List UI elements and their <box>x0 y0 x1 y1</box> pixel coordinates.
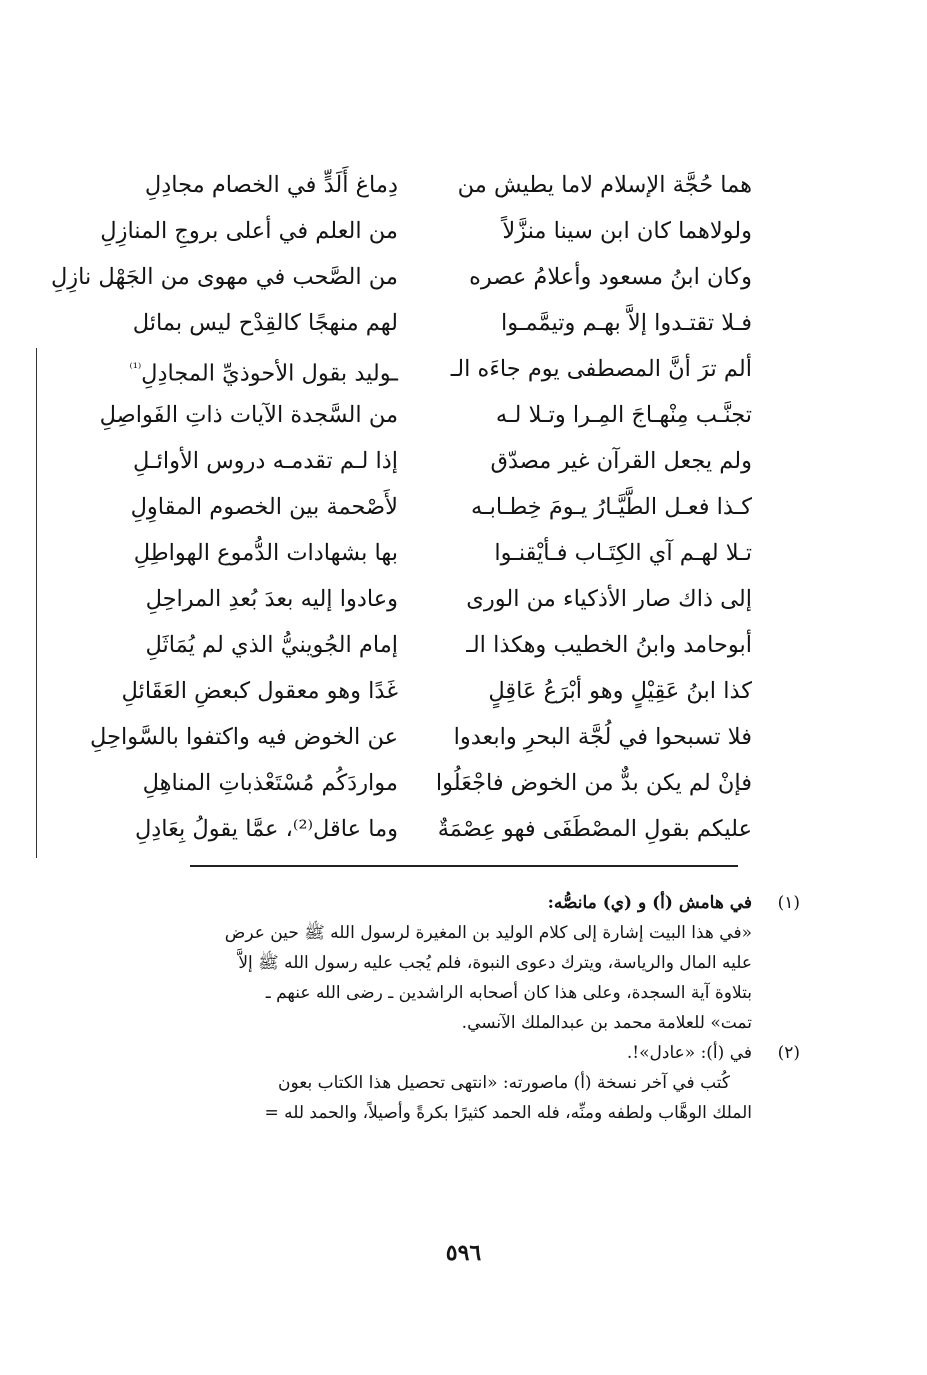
verse-right-hemistich: فإنْ لم يكن بدٌّ من الخوض فاجْعَلُوا <box>435 770 752 796</box>
verse-left-hemistich: لأَصْحمة بين الخصوم المقاوِلِ <box>130 494 398 520</box>
verse-left-hemistich: عن الخوض فيه واكتفوا بالسَّواحِلِ <box>90 724 398 750</box>
verse-row <box>70 484 760 530</box>
verse-row <box>70 392 760 438</box>
verse-row <box>70 622 760 668</box>
footnote-2 <box>92 1038 800 1068</box>
verse-left-hemistich: من السَّجدة الآيات ذاتِ الفَواصِلِ <box>99 402 398 428</box>
verse-left-hemistich: إمام الجُوينيُّ الذي لم يُمَاثَلِ <box>145 632 398 658</box>
page-number: ٥٩٦ <box>445 1240 482 1266</box>
verse-left-hemistich: من العلم في أعلى بروجِ المنازِلِ <box>100 218 398 244</box>
footnote-number: (١) <box>777 893 800 913</box>
footnote-line: الملك الوهَّاب ولطفه ومنِّه، فله الحمد كثيرًا بكرةً وأصيلاً، والحمد لله = <box>264 1103 752 1123</box>
footnote-1 <box>92 888 800 1038</box>
verse-right-hemistich: عليكم بقولِ المصْطَفَى فهو عِصْمَةٌ <box>437 816 752 842</box>
verse-row <box>70 438 760 484</box>
footnote-line: عليه المال والرياسة، ويترك دعوى النبوة، فلم يُجب عليه رسول الله ﷺ إلاَّ <box>238 953 752 973</box>
verse-right-hemistich: إلى ذاك صار الأذكياء من الورى <box>466 586 752 612</box>
footnote-line: تمت» للعلامة محمد بن عبدالملك الآنسي. <box>461 1013 752 1033</box>
footnote-divider <box>190 865 738 867</box>
verse-right-hemistich: كـذا فعـل الطَّيَّـارُ يـومَ خِطـابـه <box>470 494 752 520</box>
verse-text: ـوليد بقول الأحوذيِّ المجادِلِ <box>141 360 398 387</box>
verse-right-hemistich: كذا ابنُ عَقِيْلٍ وهو أبْرَعُ عَاقِلٍ <box>488 678 752 704</box>
poem <box>50 162 760 847</box>
verse-row <box>70 530 760 576</box>
footnotes <box>92 888 800 1128</box>
verse-row <box>70 714 760 760</box>
verse-left-hemistich: دِماغ أَلَدٍّ في الخصام مجادِلِ <box>144 172 398 198</box>
verse-right-hemistich: ولم يجعل القرآن غير مصدّق <box>490 448 752 474</box>
verse-left-hemistich: غَدًا وهو معقول كبعضِ العَقَائلِ <box>121 678 398 704</box>
footnote-line: «في هذا البيت إشارة إلى كلام الوليد بن المغيرة لرسول الله ﷺ حين عرض <box>224 923 752 943</box>
verse-row <box>70 300 760 346</box>
verse-right-hemistich: فـلا تقتـدوا إلاَّ بهـم وتيمَّمـوا <box>500 310 752 336</box>
verse-left-hemistich: بها بشهادات الدُّموع الهواطِلِ <box>133 540 398 566</box>
verse-row <box>70 346 760 392</box>
verse-right-hemistich: ألم ترَ أنَّ المصطفى يوم جاءَه الـ <box>450 356 752 382</box>
verse-row <box>70 162 760 208</box>
footnote-marker: ⁽¹⁾ <box>129 361 142 376</box>
verse-row <box>70 668 760 714</box>
footnote-number: (٢) <box>777 1043 800 1063</box>
verse-right-hemistich: تجنَّـب مِنْهـاجَ المِـرا وتـلا لـه <box>495 402 752 428</box>
verse-right-hemistich: هما حُجَّة الإسلام لاما يطيش من <box>457 172 752 198</box>
verse-row <box>70 760 760 806</box>
verse-right-hemistich: تـلا لهـم آي الكِتَـاب فـأيْقنـوا <box>494 540 752 566</box>
verse-left-hemistich: من الصَّحب في مهوى من الجَهْل نازِلِ <box>50 264 398 290</box>
margin-rule <box>36 348 37 858</box>
verse-right-hemistich: فلا تسبحوا في لُجَّة البحرِ وابعدوا <box>453 724 752 750</box>
verse-right-hemistich: ولولاهما كان ابن سينا منزَّلاً <box>502 218 752 244</box>
verse-left-hemistich: لهم منهجًا كالقِدْح ليس بمائل <box>132 310 398 336</box>
verse-left-hemistich: وعادوا إليه بعدَ بُعدِ المراحِلِ <box>145 586 398 612</box>
footnote-line: بتلاوة آية السجدة، وعلى هذا كان أصحابه الراشدين ـ رضى الله عنهم ـ <box>265 983 752 1003</box>
footnote-heading: في هامش (أ) و (ي) مانصُّه: <box>547 893 752 913</box>
colophon-note <box>92 1068 752 1128</box>
footnote-line: كُتب في آخر نسخة (أ) ماصورته: «انتهى تحصيل هذا الكتاب بعون <box>278 1073 730 1093</box>
verse-row <box>70 208 760 254</box>
verse-right-hemistich: أبوحامد وابنُ الخطيب وهكذا الـ <box>466 632 752 658</box>
verse-row <box>70 576 760 622</box>
verse-left-hemistich: إذا لـم تقدمـه دروس الأوائـلِ <box>132 448 398 474</box>
verse-right-hemistich: وكان ابنُ مسعود وأعلامُ عصره <box>469 264 752 290</box>
verse-left-hemistich: وما عاقل⁽²⁾، عمَّا يقولُ بِعَادِلِ <box>134 816 398 842</box>
verse-row <box>70 806 760 852</box>
footnote-line: في (أ): «عادل»!. <box>626 1043 752 1063</box>
verse-left-hemistich: مواردَكُم مُسْتَعْذباتِ المناهِلِ <box>142 770 398 796</box>
verse-row <box>50 254 760 300</box>
verse-left-hemistich <box>93 346 398 392</box>
